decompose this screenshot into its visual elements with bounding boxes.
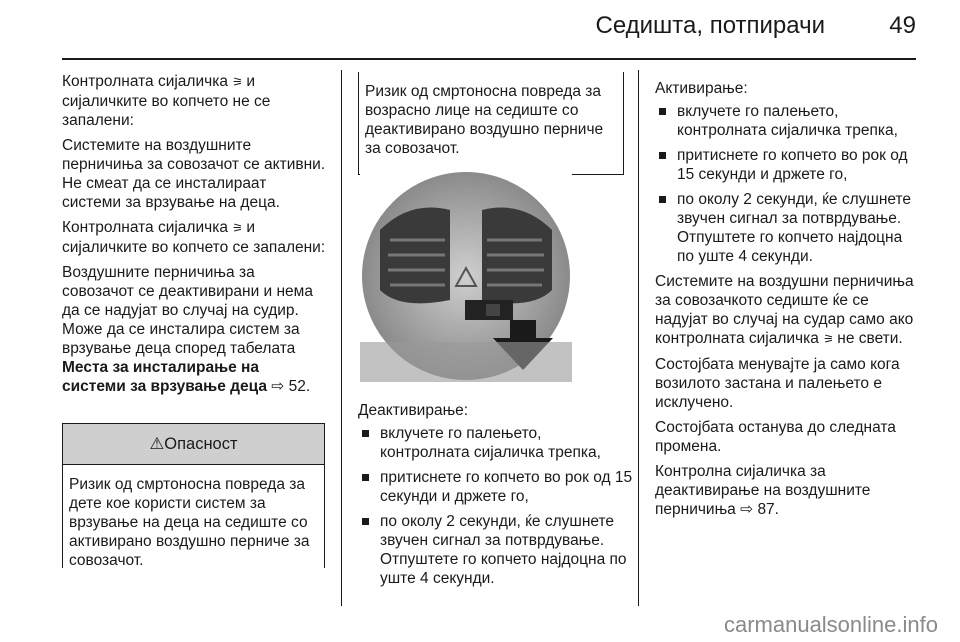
paragraph: Воздушните перничиња за совозачот се деактивирани и нема да се надујат во случај на судир. Може да се инсталира систем за врзување деца според табелата Места за инсталирање на системи за врзување деца ⇨ 52. xyxy=(62,264,313,395)
watermark: carmanualsonline.info xyxy=(723,612,938,637)
column-divider-2 xyxy=(638,70,639,606)
dashboard-photo xyxy=(360,170,572,382)
page-ref-arrow-icon: ⇨ xyxy=(271,378,285,395)
paragraph: Контролна сијаличка за деактивирање на воздушните перничиња ⇨ 87. xyxy=(655,463,871,518)
airbag-off-icon: ⚞ xyxy=(823,332,833,346)
list-item: вклучете го палењето, контролната сијаличка трепка, xyxy=(655,102,920,140)
page-number: 49 xyxy=(889,12,916,39)
warning-title: Опасност xyxy=(164,435,238,453)
list-item: притиснете го копчето во рок од 15 секунди и држете го, xyxy=(655,146,920,184)
paragraph: Контролната сијаличка ⚞ и сијаличките во копчето се запалени: xyxy=(62,219,326,256)
warning-text: Ризик од смртоносна повреда за дете кое користи систем за врзување на деца на седиште со активирано воздушно перниче за совозачот. xyxy=(69,476,310,569)
left-column xyxy=(62,72,327,402)
section-heading: Активирање: xyxy=(655,80,748,97)
list-item: по околу 2 секунди, ќе слушнете звучен сигнал за потврдување. Отпуштете го копчето најдоцна по уште 4 секунди. xyxy=(655,190,920,266)
cross-reference[interactable]: 87. xyxy=(757,501,779,518)
column-divider-1 xyxy=(341,70,342,606)
cross-reference[interactable]: Места за инсталирање на системи за врзување деца xyxy=(62,359,267,395)
list-item: по околу 2 секунди, ќе слушнете звучен сигнал за потврдување. Отпуштете го копчето најдоцна по уште 4 секунди. xyxy=(358,512,633,588)
right-column xyxy=(655,79,920,525)
list-item: притиснете го копчето во рок од 15 секунди и држете го, xyxy=(358,468,633,506)
paragraph: Системите на воздушни перничиња за совозачкото седиште ќе се надујат во случај на судар само ако контролната сијаличка ⚞ не свети. xyxy=(655,273,914,347)
section-heading: Деактивирање: xyxy=(358,402,469,419)
danger-text: Ризик од смртоносна повреда за возрасно лице на седиште со деактивирано воздушно перниче за совозачот. xyxy=(365,83,604,157)
warning-triangle-icon: ⚠ xyxy=(149,435,165,453)
airbag-off-icon: ⚞ xyxy=(232,75,243,89)
paragraph: Контролната сијаличка ⚞ и сијаличките во копчето не се запалени: xyxy=(62,73,271,129)
middle-column xyxy=(358,401,633,594)
header-rule xyxy=(62,58,916,60)
warning-header xyxy=(63,423,324,465)
paragraph: Состојбата менувајте ја само кога возилото застана и палењето е исклучено. xyxy=(655,356,900,411)
paragraph: Состојбата останува до следната промена. xyxy=(655,419,896,455)
dashboard-vents-image xyxy=(360,170,572,382)
page-ref-arrow-icon: ⇨ xyxy=(740,501,754,518)
warning-box xyxy=(62,423,325,568)
airbag-off-icon: ⚞ xyxy=(232,221,243,235)
step-list xyxy=(358,424,633,588)
danger-box xyxy=(358,72,624,175)
list-item: вклучете го палењето, контролната сијаличка трепка, xyxy=(358,424,633,462)
step-list xyxy=(655,102,920,266)
paragraph: Системите на воздушните перничиња за совозачот се активни. Не смеат да се инсталираат системи за врзување на деца. xyxy=(62,137,326,211)
page-title: Седишта, потпирачи xyxy=(595,12,825,39)
